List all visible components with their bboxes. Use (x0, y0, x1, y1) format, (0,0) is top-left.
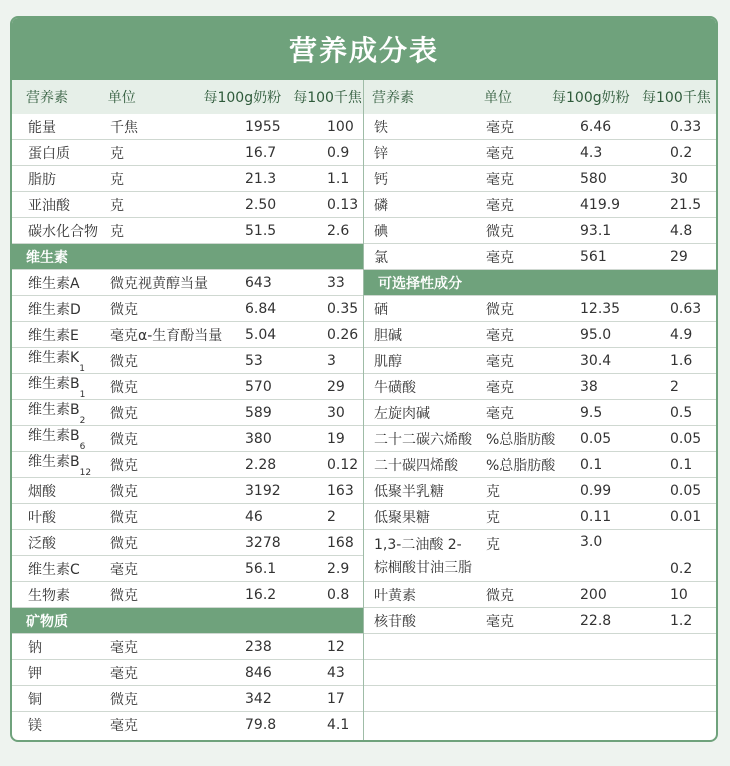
row-per100g: 1955 (245, 118, 281, 135)
header-nutrient: 营养素 (26, 90, 68, 106)
row-per100g: 4.3 (580, 144, 603, 161)
row-unit: 微克 (110, 587, 138, 604)
table-row (12, 296, 363, 322)
row-per100g: 643 (245, 274, 272, 291)
row-nutrient (12, 425, 110, 452)
section-minerals: 矿物质 (12, 608, 363, 634)
row-unit: 克 (486, 483, 500, 500)
table-row (364, 504, 716, 530)
table-row (364, 322, 716, 348)
row-unit: 千焦 (110, 119, 138, 136)
row-per100kj: 0.05 (670, 430, 702, 447)
row-per100kj: 2 (670, 378, 679, 395)
row-per100kj: 0.2 (670, 561, 693, 577)
row-nutrient-subscript: 1 (79, 389, 86, 400)
row-per100g: 12.35 (580, 300, 621, 317)
row-unit: 克 (110, 145, 124, 162)
row-per100g: 21.3 (245, 170, 277, 187)
row-unit: 微克 (486, 301, 514, 318)
row-nutrient: 二十二碳六烯酸 (374, 431, 472, 448)
header-per100g: 每100g奶粉 (552, 90, 630, 106)
row-per100kj: 0.1 (670, 456, 693, 473)
row-nutrient: 泛酸 (28, 535, 56, 552)
row-nutrient: 维生素E (28, 327, 79, 344)
row-per100kj: 0.12 (327, 456, 359, 473)
row-per100kj: 29 (670, 248, 688, 265)
header-unit: 单位 (484, 90, 512, 106)
row-unit: 毫克 (110, 718, 138, 734)
row-per100g: 200 (580, 586, 607, 603)
table-row (364, 400, 716, 426)
row-per100kj: 0.05 (670, 482, 702, 499)
row-per100kj: 2.9 (327, 560, 350, 577)
row-unit: 毫克 (486, 119, 514, 136)
table-row (12, 504, 363, 530)
row-nutrient-line1: 1,3-二油酸 2- (374, 537, 462, 553)
row-per100kj: 30 (670, 170, 688, 187)
row-per100kj: 4.1 (327, 717, 350, 733)
row-nutrient: 低聚果糖 (374, 509, 430, 526)
row-per100kj: 0.9 (327, 144, 350, 161)
row-per100g: 6.46 (580, 118, 612, 135)
table-row (12, 478, 363, 504)
row-nutrient: 钾 (28, 665, 42, 682)
right-column (364, 114, 716, 738)
row-per100kj: 4.8 (670, 222, 693, 239)
row-per100g: 79.8 (245, 717, 277, 733)
row-unit: 毫克 (486, 353, 514, 370)
header-nutrient: 营养素 (372, 90, 414, 106)
row-unit: 微克 (110, 691, 138, 708)
row-per100g: 0.99 (580, 482, 612, 499)
row-per100kj: 33 (327, 274, 345, 291)
table-row (12, 712, 363, 738)
row-unit: 微克 (110, 353, 138, 370)
row-nutrient (12, 347, 110, 374)
empty-row (364, 686, 716, 712)
table-row (364, 114, 716, 140)
row-per100kj: 0.13 (327, 196, 359, 213)
row-nutrient-subscript: 12 (79, 467, 92, 478)
row-nutrient: 维生素A (28, 275, 80, 292)
row-per100g: 580 (580, 170, 607, 187)
table-row (12, 166, 363, 192)
section-optional: 可选择性成分 (364, 270, 716, 296)
row-nutrient: 亚油酸 (28, 197, 70, 214)
row-per100kj: 1.6 (670, 352, 693, 369)
right-header-row (364, 80, 716, 114)
row-per100g: 0.05 (580, 430, 612, 447)
row-nutrient: 铜 (28, 691, 42, 708)
row-per100kj: 0.01 (670, 508, 702, 525)
table-row (364, 530, 716, 582)
row-per100g: 38 (580, 378, 598, 395)
nutrition-table-card (10, 16, 718, 742)
row-nutrient: 核苷酸 (374, 613, 416, 630)
table-row (364, 218, 716, 244)
row-unit: 克 (110, 223, 124, 240)
row-per100kj: 0.2 (670, 144, 693, 161)
row-per100kj: 1.2 (670, 612, 693, 629)
table-title: 营养成分表 (288, 34, 439, 67)
table-row (12, 374, 363, 400)
row-per100g: 5.04 (245, 326, 277, 343)
row-unit: 微克 (110, 431, 138, 448)
row-per100g: 342 (245, 690, 272, 707)
header-per100g: 每100g奶粉 (203, 90, 282, 106)
row-per100kj: 0.33 (670, 118, 702, 135)
table-row (364, 426, 716, 452)
row-unit: 毫克 (486, 171, 514, 188)
table-row (364, 348, 716, 374)
empty-row (364, 660, 716, 686)
row-per100g: 3.0 (580, 534, 603, 550)
table-row (364, 140, 716, 166)
row-per100g: 53 (245, 352, 263, 369)
row-unit: 微克 (110, 301, 138, 318)
table-row (12, 582, 363, 608)
row-nutrient-text: 维生素B (28, 428, 80, 445)
header-unit: 单位 (107, 90, 136, 106)
table-row (12, 114, 363, 140)
row-per100g: 30.4 (580, 352, 612, 369)
row-per100kj: 168 (327, 534, 354, 551)
row-per100g: 238 (245, 638, 272, 655)
table-row (364, 478, 716, 504)
row-nutrient-subscript: 1 (79, 363, 85, 374)
row-unit: 微克视黄醇当量 (110, 275, 208, 292)
empty-row (364, 712, 716, 738)
row-per100kj: 43 (327, 664, 345, 681)
table-row (12, 140, 363, 166)
row-unit: 毫克 (486, 327, 514, 344)
row-per100g: 2.28 (245, 456, 277, 473)
table-row (364, 608, 716, 634)
empty-row (364, 634, 716, 660)
row-nutrient: 肌醇 (374, 353, 402, 370)
row-unit: 克 (486, 509, 500, 526)
row-nutrient-line2: 棕榈酸甘油三脂 (374, 560, 472, 576)
row-per100kj: 10 (670, 586, 688, 603)
row-per100kj: 29 (327, 378, 345, 395)
row-unit: 毫克 (486, 197, 514, 214)
row-unit: 微克 (110, 509, 138, 526)
row-per100g: 570 (245, 378, 272, 395)
row-per100kj: 3 (327, 352, 336, 369)
row-unit: 毫克 (110, 639, 138, 656)
row-per100kj: 17 (327, 690, 345, 707)
row-nutrient: 维生素C (28, 561, 80, 578)
table-row (12, 192, 363, 218)
row-per100g: 846 (245, 664, 272, 681)
row-per100g: 2.50 (245, 196, 277, 213)
row-per100g: 56.1 (245, 560, 277, 577)
row-per100kj: 4.9 (670, 326, 693, 343)
row-per100kj: 30 (327, 404, 345, 421)
row-nutrient: 能量 (28, 119, 56, 136)
row-per100kj: 21.5 (670, 196, 702, 213)
row-per100kj: 12 (327, 638, 345, 655)
row-nutrient: 叶黄素 (374, 587, 416, 604)
row-unit: 毫克 (486, 145, 514, 162)
row-per100g: 3192 (245, 482, 281, 499)
row-nutrient: 铁 (374, 119, 388, 136)
row-per100g: 16.2 (245, 586, 277, 603)
table-row (364, 244, 716, 270)
table-row (12, 686, 363, 712)
row-unit: 微克 (110, 483, 138, 500)
row-nutrient: 叶酸 (28, 509, 56, 526)
table-row (364, 582, 716, 608)
header-per100kj: 每100千焦 (642, 90, 711, 106)
row-unit: 微克 (486, 223, 514, 240)
row-per100g: 95.0 (580, 326, 612, 343)
row-nutrient: 烟酸 (28, 483, 56, 500)
row-nutrient: 碳水化合物 (28, 223, 98, 240)
row-per100kj: 163 (327, 482, 354, 499)
row-unit: 毫克 (110, 561, 138, 578)
row-unit: 毫克 (110, 665, 138, 682)
row-per100g: 9.5 (580, 404, 603, 421)
section-vitamins: 维生素 (12, 244, 363, 270)
row-per100g: 419.9 (580, 196, 621, 213)
row-nutrient (364, 530, 486, 581)
row-per100kj: 0.63 (670, 300, 702, 317)
row-nutrient: 低聚半乳糖 (374, 483, 444, 500)
row-nutrient: 硒 (374, 301, 388, 318)
row-unit: 微克 (110, 379, 138, 396)
row-unit: 毫克 (486, 379, 514, 396)
row-unit: 微克 (110, 405, 138, 422)
row-nutrient: 左旋肉碱 (374, 405, 430, 422)
row-per100kj: 0.8 (327, 586, 350, 603)
row-nutrient (12, 451, 110, 478)
row-nutrient: 碘 (374, 223, 388, 240)
header-per100kj: 每100千焦 (293, 90, 362, 106)
left-column (12, 114, 363, 738)
row-per100g: 589 (245, 404, 272, 421)
row-unit: %总脂肪酸 (486, 457, 556, 474)
row-nutrient: 维生素D (28, 301, 81, 318)
row-per100kj: 2 (327, 508, 336, 525)
table-row (12, 556, 363, 582)
row-nutrient: 磷 (374, 197, 388, 214)
row-nutrient-text: 维生素K (28, 350, 80, 367)
row-per100g: 561 (580, 248, 607, 265)
row-unit: 毫克 (486, 405, 514, 422)
row-per100g: 22.8 (580, 612, 612, 629)
table-row (364, 452, 716, 478)
table-row (12, 660, 363, 686)
row-nutrient: 二十碳四烯酸 (374, 457, 458, 474)
row-unit: 克 (110, 197, 124, 214)
row-per100kj: 2.6 (327, 222, 350, 239)
table-row (12, 634, 363, 660)
table-row (12, 270, 363, 296)
row-nutrient: 牛磺酸 (374, 379, 416, 396)
table-row (12, 322, 363, 348)
table-row (364, 192, 716, 218)
table-row (12, 348, 363, 374)
row-per100g: 380 (245, 430, 272, 447)
row-nutrient: 钠 (28, 639, 42, 656)
left-header-row (12, 80, 363, 114)
table-row (12, 530, 363, 556)
row-unit: 微克 (486, 587, 514, 604)
row-per100kj: 1.1 (327, 170, 350, 187)
row-unit: 毫克α-生育酚当量 (110, 327, 223, 344)
row-per100g: 51.5 (245, 222, 277, 239)
row-nutrient-subscript: 6 (79, 441, 86, 452)
row-nutrient: 蛋白质 (28, 145, 70, 162)
row-nutrient: 镁 (28, 718, 42, 734)
title-bar (12, 18, 716, 80)
row-per100g: 0.11 (580, 508, 612, 525)
table-row (12, 426, 363, 452)
row-nutrient-subscript: 2 (79, 415, 86, 426)
row-per100kj: 100 (327, 118, 354, 135)
row-nutrient-text: 维生素B (28, 376, 80, 393)
row-per100g: 0.1 (580, 456, 603, 473)
row-per100g: 3278 (245, 534, 281, 551)
row-nutrient: 胆碱 (374, 327, 402, 344)
row-per100g: 6.84 (245, 300, 277, 317)
row-nutrient (12, 399, 110, 426)
row-per100kj: 0.5 (670, 404, 693, 421)
row-per100kj: 19 (327, 430, 345, 447)
row-unit: 微克 (110, 535, 138, 552)
row-unit: 毫克 (486, 613, 514, 630)
row-per100kj: 0.35 (327, 300, 359, 317)
row-unit: 克 (110, 171, 124, 188)
table-row (12, 218, 363, 244)
row-per100g: 46 (245, 508, 263, 525)
row-per100g: 16.7 (245, 144, 277, 161)
table-row (12, 400, 363, 426)
row-unit: 克 (486, 537, 500, 553)
row-nutrient: 氯 (374, 249, 388, 266)
row-nutrient: 钙 (374, 171, 388, 188)
table-row (364, 166, 716, 192)
row-unit: %总脂肪酸 (486, 431, 556, 448)
table-row (12, 452, 363, 478)
row-nutrient: 锌 (374, 145, 388, 162)
row-nutrient-text: 维生素B (28, 454, 80, 471)
row-nutrient-text: 维生素B (28, 402, 80, 419)
table-row (364, 296, 716, 322)
row-per100g: 93.1 (580, 222, 612, 239)
row-per100kj: 0.26 (327, 326, 359, 343)
row-nutrient: 生物素 (28, 587, 70, 604)
row-nutrient (12, 373, 110, 400)
row-nutrient: 脂肪 (28, 171, 56, 188)
row-unit: 毫克 (486, 249, 514, 266)
table-row (364, 374, 716, 400)
row-unit: 微克 (110, 457, 138, 474)
